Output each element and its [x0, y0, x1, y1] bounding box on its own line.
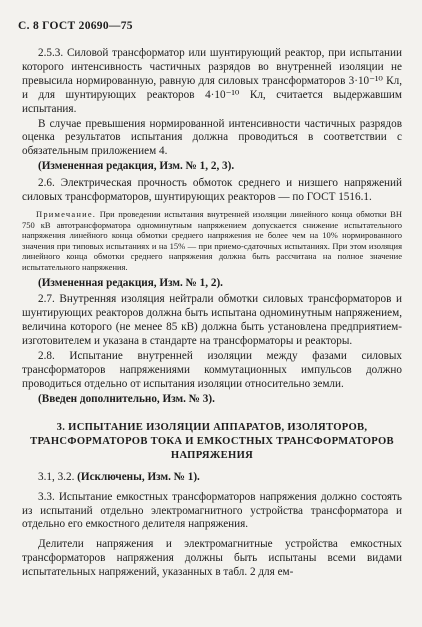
amendment-note: (Измененная редакция, Изм. № 1, 2).	[38, 276, 223, 289]
paragraph-3-1-3-2	[22, 471, 402, 485]
paragraph-2-8: 2.8. Испытание внутренней изоляции между фазами силовых трансформаторов напряжениями коммутационных импульсов должно проводиться отдельно от испытания изоляции относительно земли.	[22, 350, 402, 390]
paragraph-2-7: 2.7. Внутренняя изоляция нейтрали обмотки силовых трансформаторов и шунтирующих реакторов должна быть испытана одноминутным напряжением, величина которого (не менее 85 кВ) должна быть установлена предприятием-изготовителем и указана в стандарте на трансформаторы и реакторы.	[22, 293, 402, 348]
paragraph-2-5-3: 2.5.3. Силовой трансформатор или шунтирующий реактор, при испытании которого интенсивность частичных разрядов во внутренней изоляции не превысила нормированную, равную для силовых трансформаторов 3·10⁻¹⁰ Кл, и для шунтирующих реакторов 4·10⁻¹⁰ Кл, считается выдержавшим испытания.	[22, 47, 402, 115]
paragraph-partial-discharge-note: В случае превышения нормированной интенсивности частичных разрядов оценка результатов испытания должна проводиться в соответствии с обязательным приложением 4.	[22, 117, 402, 158]
page-body	[22, 47, 402, 581]
paragraph-number: 3.1, 3.2.	[38, 470, 78, 483]
excluded-note: (Исключены, Изм. № 1).	[77, 470, 200, 483]
page-header: С. 8 ГОСТ 20690—75	[18, 20, 133, 32]
amendment-note: (Измененная редакция, Изм. № 1, 2, 3).	[38, 160, 235, 173]
paragraph-3-3: 3.3. Испытание емкостных трансформаторов напряжения должно состоять из испытаний отдельно электромагнитного устройства трансформатора и отдельно его емкостного делителя напряжения.	[22, 490, 402, 531]
remark-text: При проведении испытания внутренней изоляции линейного конца обмотки ВН 750 кВ автотрансформатора одноминутным напряжением допускается снижение испытательного напряжения линейного конца обмотки среднего напряжения не более чем на 10% нормированного значения при типовых испытаниях и на 15% — при приемо-сдаточных испытаниях. При этом изоляция линейного конца обмотки среднего напряжения должна быть рассчитана на полное значение испытательного напряжения.	[22, 208, 402, 272]
section-3-title: 3. ИСПЫТАНИЕ ИЗОЛЯЦИИ АППАРАТОВ, ИЗОЛЯТОРОВ, ТРАНСФОРМАТОРОВ ТОКА И ЕМКОСТНЫХ ТРАНСФОРМАТОРОВ НАПРЯЖЕНИЯ	[30, 421, 394, 461]
paragraph-dividers: Делители напряжения и электромагнитные устройства емкостных трансформаторов напряжения должны быть испытаны всеми видами испытательных напряжений, указанных в табл. 2 для ем-	[22, 538, 402, 579]
footnote-remark	[22, 209, 402, 273]
paragraph-2-6: 2.6. Электрическая прочность обмоток среднего и низшего напряжений силовых трансформаторов, шунтирующих реакторов — по ГОСТ 1516.1.	[22, 177, 402, 204]
remark-label: Примечание.	[36, 208, 97, 219]
amendment-note: (Введен дополнительно, Изм. № 3).	[38, 392, 215, 405]
